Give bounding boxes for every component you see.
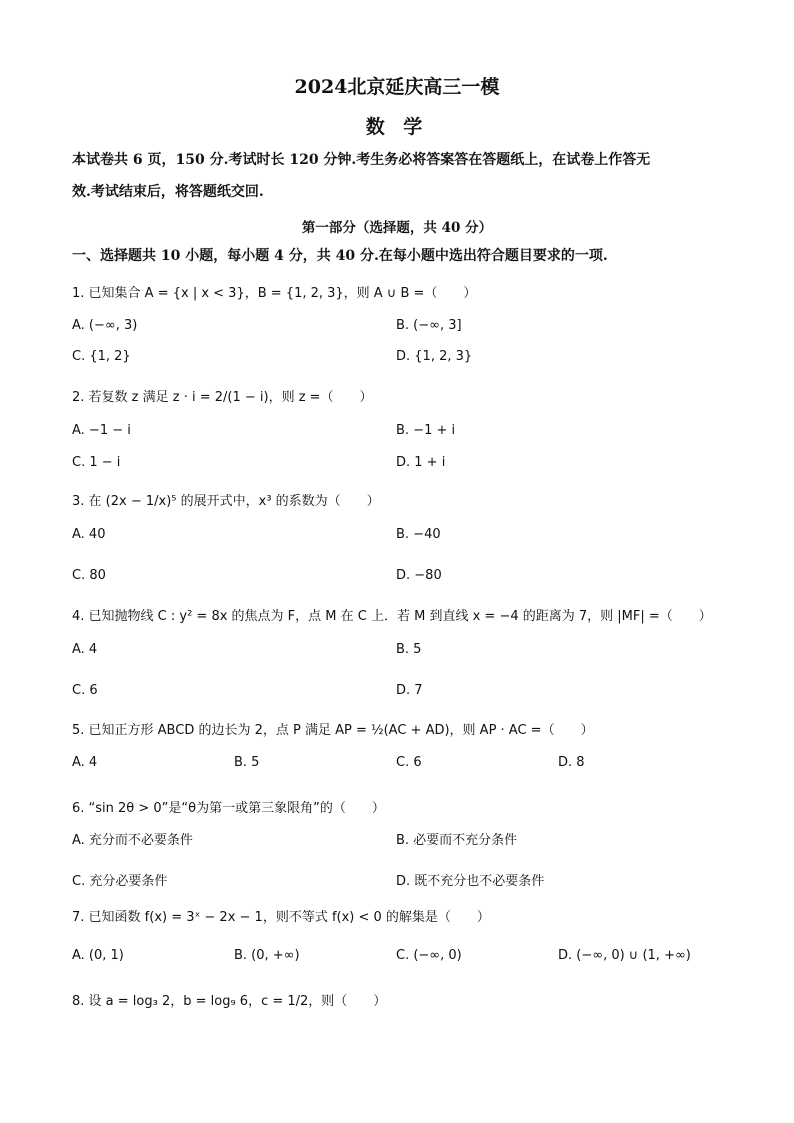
question-7-option-a: A. (0, 1) (72, 948, 124, 963)
page-title: 2024北京延庆高三一模 (294, 76, 500, 98)
question-4-option-b: B. 5 (396, 642, 422, 657)
question-2-option-b: B. −1 + i (396, 423, 456, 438)
question-5-option-a: A. 4 (72, 755, 98, 770)
question-7-option-b: B. (0, +∞) (234, 948, 300, 963)
question-1-option-a: A. (−∞, 3) (72, 318, 138, 333)
question-1-option-c: C. {1, 2} (72, 349, 131, 364)
question-3-stem: 3. 在 (2x − 1/x)⁵ 的展开式中，x³ 的系数为（ ） (72, 494, 380, 509)
subject-title: 数 学 (365, 116, 429, 138)
section-title: 一、选择题共 10 小题，每小题 4 分，共 40 分.在每小题中选出符合题目要求的一项. (72, 248, 608, 264)
question-2-option-d: D. 1 + i (396, 455, 446, 470)
question-6-option-b: B. 必要而不充分条件 (396, 833, 518, 848)
notice-line-1: 本试卷共 6 页，150 分.考试时长 120 分钟.考生务必将答案答在答题纸上，在试卷上作答无 (72, 152, 651, 168)
question-4-option-c: C. 6 (72, 683, 98, 698)
question-5-stem: 5. 已知正方形 ABCD 的边长为 2，点 P 满足 AP = ½(AC + AD)，则 AP · AC =（ ） (72, 723, 594, 738)
question-1-option-d: D. {1, 2, 3} (396, 349, 473, 364)
question-6-option-a: A. 充分而不必要条件 (72, 833, 193, 848)
question-7-option-c: C. (−∞, 0) (396, 948, 462, 963)
part-title: 第一部分（选择题，共 40 分） (301, 220, 493, 236)
question-5-option-d: D. 8 (558, 755, 585, 770)
question-1-option-b: B. (−∞, 3] (396, 318, 462, 333)
question-6-option-d: D. 既不充分也不必要条件 (396, 874, 545, 889)
question-3-option-a: A. 40 (72, 527, 106, 542)
question-8-stem: 8. 设 a = log₃ 2，b = log₉ 6，c = 1/2，则（ ） (72, 994, 387, 1009)
question-1-stem: 1. 已知集合 A = {x | x < 3}，B = {1, 2, 3}，则 A ∪ B =（ ） (72, 286, 477, 301)
question-4-option-d: D. 7 (396, 683, 423, 698)
question-5-option-c: C. 6 (396, 755, 422, 770)
question-7-stem: 7. 已知函数 f(x) = 3ˣ − 2x − 1，则不等式 f(x) < 0 的解集是（ ） (72, 910, 490, 925)
question-2-option-c: C. 1 − i (72, 455, 121, 470)
question-3-option-d: D. −80 (396, 568, 442, 583)
question-4-stem: 4. 已知抛物线 C : y² = 8x 的焦点为 F，点 M 在 C 上．若 M 到直线 x = −4 的距离为 7，则 |MF| =（ ） (72, 609, 712, 624)
question-2-option-a: A. −1 − i (72, 423, 131, 438)
question-2-stem: 2. 若复数 z 满足 z · i = 2/(1 − i)，则 z =（ ） (72, 390, 373, 405)
question-7-option-d: D. (−∞, 0) ∪ (1, +∞) (558, 948, 691, 963)
notice-line-2: 效.考试结束后，将答题纸交回. (72, 184, 264, 200)
question-5-option-b: B. 5 (234, 755, 260, 770)
question-6-option-c: C. 充分必要条件 (72, 874, 168, 889)
question-3-option-b: B. −40 (396, 527, 441, 542)
question-6-stem: 6. “sin 2θ > 0”是“θ为第一或第三象限角”的（ ） (72, 801, 385, 816)
question-4-option-a: A. 4 (72, 642, 98, 657)
question-3-option-c: C. 80 (72, 568, 106, 583)
